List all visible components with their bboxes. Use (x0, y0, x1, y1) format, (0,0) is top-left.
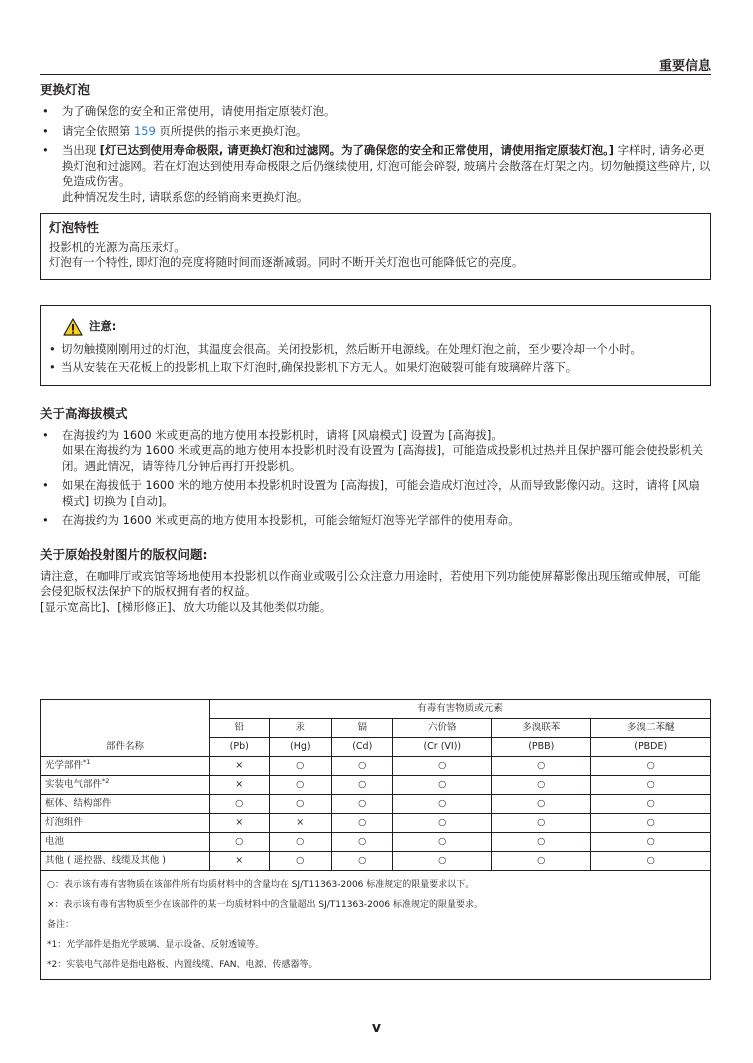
part-name: 其他 ( 遥控器、线缆及其他 ) (45, 855, 166, 866)
table-row (41, 795, 711, 814)
substance-cell: ○ (492, 776, 591, 795)
substance-cell: ○ (210, 833, 270, 852)
copyright-title: 关于原始投射图片的版权问题: (40, 546, 208, 562)
part-name: 灯泡组件 (45, 817, 84, 828)
caution-box (40, 305, 711, 386)
column-symbol: (Cr (VI)) (393, 738, 492, 757)
substance-cell: ○ (492, 795, 591, 814)
column-name: 多溴联苯 (492, 719, 591, 738)
table-note: *2：实装电气部件是指电路板、内置线缆、FAN、电源、传感器等。 (47, 960, 318, 970)
lamp-characteristics-box (40, 213, 711, 280)
page-header-title: 重要信息 (658, 59, 711, 74)
substance-cell: ○ (492, 814, 591, 833)
caution-header (63, 318, 702, 336)
lamp-warning-message: [灯已达到使用寿命极限, 请更换灯泡和过滤网。为了确保您的安全和正常使用，请使用指定原装灯泡。] (99, 143, 614, 157)
page-content (40, 82, 711, 615)
substance-cell: ○ (393, 833, 492, 852)
high-altitude-title: 关于高海拔模式 (40, 405, 128, 421)
substance-cell: × (210, 757, 270, 776)
column-name: 多溴二苯醚 (591, 719, 711, 738)
substance-cell: ○ (269, 795, 332, 814)
substance-cell: ○ (210, 795, 270, 814)
table-row (41, 814, 711, 833)
substance-cell: ○ (591, 795, 711, 814)
part-name: 实装电气部件 (45, 779, 103, 790)
caution-label: 注意: (89, 318, 117, 333)
substance-cell: ○ (332, 814, 393, 833)
substance-cell: ○ (393, 757, 492, 776)
column-name: 六价铬 (393, 719, 492, 738)
table-note: *1：光学部件是指光学玻璃、显示设备、反射透镜等。 (47, 940, 265, 950)
list-item-text: 当出现 (62, 143, 100, 157)
substance-cell: ○ (332, 795, 393, 814)
part-name-cell (41, 795, 210, 814)
copyright-paragraph: [显示宽高比]、[梯形修正]、放大功能以及其他类似功能。 (40, 599, 332, 614)
footnote-marker: *2 (102, 776, 110, 785)
column-symbol: (PBB) (492, 738, 591, 757)
hazardous-substances-table (40, 699, 711, 980)
part-name-header: 部件名称 (41, 700, 210, 757)
substance-cell: ○ (269, 776, 332, 795)
lamp-replacement-title: 更换灯泡 (40, 82, 91, 97)
substance-cell: ○ (332, 833, 393, 852)
substance-cell: ○ (492, 833, 591, 852)
substance-cell: × (210, 776, 270, 795)
list-item-text: 页所提供的指示来更换灯泡。 (155, 123, 308, 138)
list-item (40, 428, 711, 475)
lamp-characteristics-line: 灯泡有一个特性, 即灯泡的亮度将随时间而逐渐减弱。同时不断开关灯泡也可能降低它的亮度。 (49, 255, 524, 269)
substance-cell: ○ (269, 757, 332, 776)
table-row (41, 776, 711, 795)
table-row (41, 852, 711, 871)
table-header-row (41, 700, 711, 719)
list-item (40, 124, 711, 140)
substance-cell: ○ (269, 833, 332, 852)
page-link-159[interactable]: 159 (133, 123, 156, 138)
column-symbol: (PBDE) (591, 738, 711, 757)
substance-cell: ○ (591, 814, 711, 833)
substance-cell: × (210, 852, 270, 871)
table-note: ×：表示该有毒有害物质至少在该部件的某一均质材料中的含量超出 SJ/T11363-2006 标准规定的限量要求。 (47, 900, 483, 910)
lamp-replacement-section (40, 82, 711, 205)
substance-cell: ○ (393, 795, 492, 814)
part-name: 电池 (45, 836, 65, 847)
column-name: 汞 (269, 719, 332, 738)
part-name-cell (41, 757, 210, 776)
column-symbol: (Pb) (210, 738, 270, 757)
lamp-characteristics-title: 灯泡特性 (49, 220, 100, 235)
substance-cell: ○ (591, 852, 711, 871)
high-altitude-list (40, 428, 711, 529)
substance-cell: ○ (591, 833, 711, 852)
footnote-marker: *1 (83, 757, 91, 766)
column-name: 铅 (210, 719, 270, 738)
part-name-cell (41, 852, 210, 871)
substance-cell: ○ (332, 776, 393, 795)
high-altitude-section (40, 406, 711, 529)
list-item-text: 请完全依照第 (62, 123, 134, 138)
list-item: • 当从安装在天花板上的投影机上取下灯泡时,确保投影机下方无人。如果灯泡破裂可能有玻璃碎片落下。 (49, 360, 702, 376)
part-name-cell (41, 814, 210, 833)
list-item: • 切勿触摸刚刚用过的灯泡，其温度会很高。关闭投影机，然后断开电源线。在处理灯泡之前，至少要冷却一个小时。 (49, 342, 702, 358)
table-note: ○：表示该有毒有害物质在该部件所有均质材料中的含量均在 SJ/T11363-2006 标准规定的限量要求以下。 (47, 880, 475, 890)
column-symbol: (Cd) (332, 738, 393, 757)
copyright-section (40, 547, 711, 616)
substance-cell: ○ (393, 852, 492, 871)
substance-cell: × (210, 814, 270, 833)
list-item-text: 字样时, 请务必更换灯泡和过滤网。若在灯泡达到使用寿命极限之后仍继续使用, 灯泡可能会碎裂, 玻璃片会散落在灯架之内。切勿触摸这些碎片, 以免造成伤害。 (62, 143, 711, 188)
substance-cell: ○ (393, 776, 492, 795)
table-row (41, 833, 711, 852)
substance-cell: ○ (332, 757, 393, 776)
list-item (40, 143, 711, 205)
lamp-replacement-list (40, 104, 711, 205)
table-notes-row (41, 871, 711, 980)
substance-cell: ○ (591, 776, 711, 795)
copyright-paragraph: 请注意，在咖啡厅或宾馆等场地使用本投影机以作商业或吸引公众注意力用途时，若使用下列功能使屏幕影像出现压缩或伸展，可能会侵犯版权法保护下的版权拥有者的权益。 (40, 568, 701, 598)
list-item: • 在海拔约为 1600 米或更高的地方使用本投影机，可能会缩短灯泡等光学部件的使用寿命。 (40, 513, 711, 529)
caution-list (49, 342, 702, 376)
substance-cell: ○ (393, 814, 492, 833)
header-rule (40, 74, 711, 75)
warning-triangle-icon (63, 318, 83, 336)
part-name-cell (41, 776, 210, 795)
part-name: 框体、结构部件 (45, 798, 112, 809)
list-item-text: 如果在海拔约为 1600 米或更高的地方使用本投影机时没有设置为 [高海拔]，可能造成投影机过热并且保护器可能会使投影机关闭。遇此情况，请等待几分钟后再打开投影机。 (62, 443, 704, 473)
column-name: 镉 (332, 719, 393, 738)
substance-cell: ○ (591, 757, 711, 776)
part-name: 光学部件 (45, 760, 84, 771)
substance-cell: × (269, 814, 332, 833)
substances-group-header: 有毒有害物质或元素 (210, 700, 711, 719)
column-symbol: (Hg) (269, 738, 332, 757)
table-note: 备注： (47, 920, 75, 930)
list-item-text: 此种情况发生时, 请联系您的经销商来更换灯泡。 (62, 189, 309, 204)
list-item-text: 在海拔约为 1600 米或更高的地方使用本投影机时，请将 [风扇模式] 设置为 [高海拔]。 (62, 427, 503, 442)
part-name-cell (41, 833, 210, 852)
page-number: v (371, 1020, 382, 1036)
list-item: • 如果在海拔低于 1600 米的地方使用本投影机时设置为 [高海拔]，可能会造成灯泡过冷，从而导致影像闪动。这时，请将 [风扇模式] 切换为 [自动]。 (40, 478, 711, 509)
substance-cell: ○ (269, 852, 332, 871)
list-item (40, 104, 711, 120)
list-item-text: 为了确保您的安全和正常使用，请使用指定原装灯泡。 (62, 104, 336, 118)
table-notes (41, 871, 711, 980)
substance-cell: ○ (332, 852, 393, 871)
table-row (41, 757, 711, 776)
substance-cell: ○ (492, 852, 591, 871)
substance-cell: ○ (492, 757, 591, 776)
lamp-characteristics-line: 投影机的光源为高压汞灯。 (49, 239, 186, 254)
